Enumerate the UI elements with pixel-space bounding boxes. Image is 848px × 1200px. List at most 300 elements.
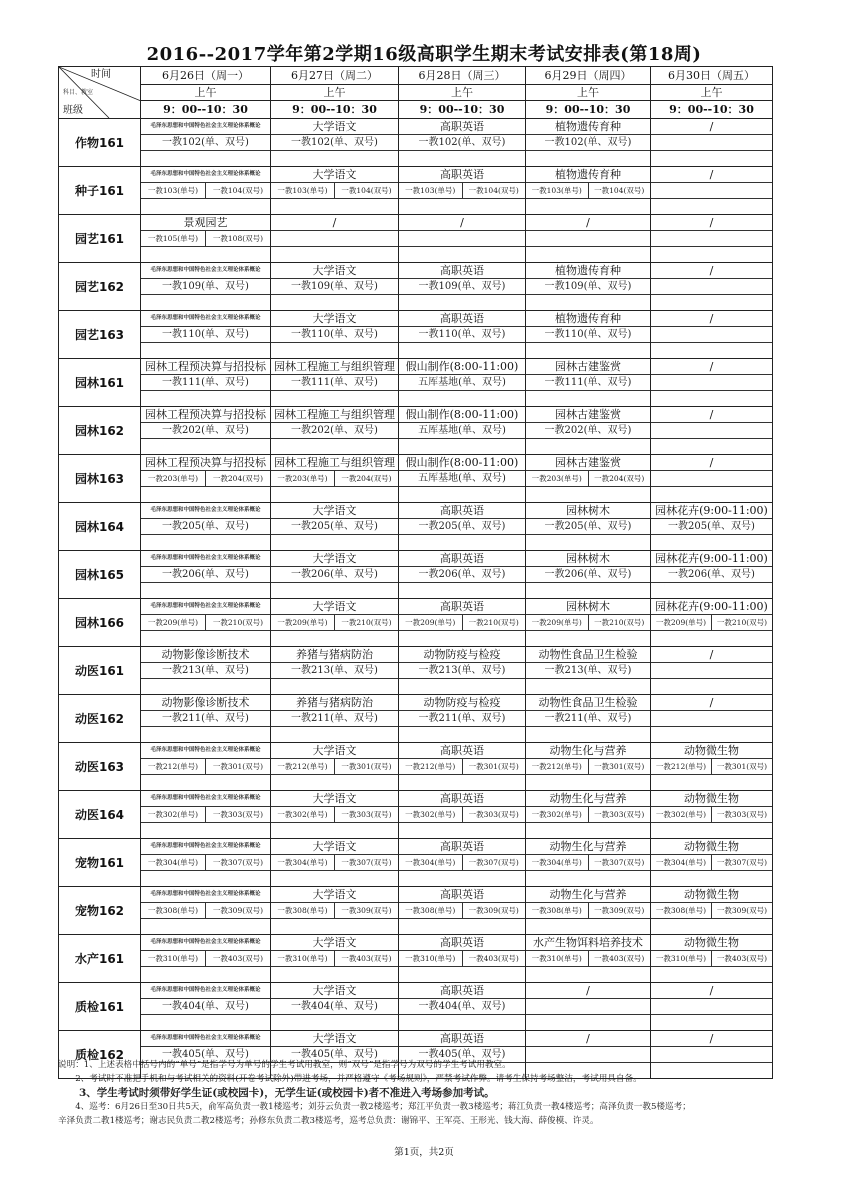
exam-room — [651, 423, 772, 438]
exam-room: 一教304(单号) — [531, 857, 582, 867]
blank-line — [526, 295, 650, 310]
exam-subject: / — [460, 216, 464, 229]
exam-room: 一教303(双号) — [462, 807, 526, 822]
exam-room: 一教403(双号) — [205, 951, 270, 966]
exam-subject: 毛泽东思想和中国特色社会主义理论体系概论 — [150, 602, 261, 609]
exam-subject: 动物生化与营养 — [549, 888, 627, 901]
exam-subject: 动物微生物 — [684, 792, 739, 805]
blank-line — [271, 247, 398, 262]
exam-subject: 园林工程预决算与招投标 — [145, 360, 266, 373]
exam-room: 一教102(单、双号) — [544, 136, 632, 148]
exam-room: 一教403(双号) — [334, 951, 398, 966]
blank-line — [399, 247, 525, 262]
exam-room — [651, 183, 772, 198]
exam-subject: 大学语文 — [312, 120, 357, 133]
blank-line — [141, 871, 270, 886]
blank-line — [399, 727, 525, 742]
exam-room: 一教104(双号) — [462, 183, 526, 198]
exam-room — [526, 999, 650, 1014]
blank-line — [271, 631, 398, 646]
class-name: 园艺162 — [59, 263, 141, 311]
blank-line — [651, 535, 772, 550]
exam-subject: 假山制作(8:00-11:00) — [405, 408, 519, 421]
exam-subject: 大学语文 — [312, 168, 357, 181]
exam-room: 一教212(单号) — [531, 761, 582, 771]
exam-room: 一教210(双号) — [711, 615, 772, 630]
exam-subject: 高职英语 — [440, 120, 484, 133]
class-name: 种子161 — [59, 167, 141, 215]
time-label: 9：00--10：30 — [399, 101, 526, 119]
exam-schedule-table — [58, 66, 773, 1079]
class-name: 动医164 — [59, 791, 141, 839]
exam-cell — [141, 167, 271, 215]
exam-room: 一教211(单、双号) — [162, 712, 249, 724]
exam-cell — [141, 215, 271, 263]
header-session-row — [59, 85, 773, 101]
exam-subject: 毛泽东思想和中国特色社会主义理论体系概论 — [150, 122, 261, 129]
exam-cell — [141, 599, 271, 647]
note-line: 4、巡考：6月26日至30日共5天，俞军高负责一教1楼巡考；刘芬云负责一教2楼巡考；郑江平负责一教3楼巡考；蒋江负责一教4楼巡考；高泽负责一教5楼巡考； — [58, 1102, 691, 1112]
note-line: 辛泽负责二教1楼巡考；谢志民负责二教2楼巡考；孙修东负责二教3楼巡考，巡考总负责：谢锦平、王军亮、王形光、钱大海、薛俊模、许灵。 — [58, 1116, 599, 1126]
blank-line — [399, 295, 525, 310]
exam-room: 一教310(单号) — [655, 953, 707, 963]
exam-subject: 水产生物饵料培养技术 — [533, 936, 643, 949]
blank-line — [271, 343, 398, 358]
exam-cell — [399, 407, 526, 455]
blank-line — [141, 439, 270, 454]
exam-subject: 养猪与猪病防治 — [296, 696, 373, 709]
exam-room: 一教102(单、双号) — [162, 136, 249, 148]
class-name: 动医162 — [59, 695, 141, 743]
exam-subject: 大学语文 — [312, 264, 357, 277]
session-label: 上午 — [399, 85, 526, 101]
exam-subject: 园林古建鉴赏 — [555, 408, 621, 421]
class-row — [59, 311, 773, 359]
exam-room — [651, 375, 772, 390]
class-row — [59, 503, 773, 551]
exam-subject: 园林花卉(9:00-11:00) — [655, 552, 768, 565]
session-label: 上午 — [271, 85, 399, 101]
exam-cell — [399, 791, 526, 839]
class-name: 园林161 — [59, 359, 141, 407]
exam-subject: 大学语文 — [312, 504, 357, 517]
exam-subject: 动物微生物 — [684, 888, 739, 901]
exam-subject: 动物性食品卫生检验 — [538, 696, 638, 709]
exam-subject: 园林工程预决算与招投标 — [145, 456, 266, 469]
exam-subject: 大学语文 — [312, 1032, 357, 1045]
exam-cell — [271, 983, 399, 1031]
exam-room: 一教104(双号) — [588, 183, 651, 198]
blank-line — [526, 727, 650, 742]
exam-cell — [526, 791, 651, 839]
exam-room: 一教103(单号) — [405, 185, 456, 195]
exam-room: 五厍基地(单、双号) — [418, 424, 506, 436]
exam-room: 一教104(双号) — [334, 183, 398, 198]
exam-room: 一教211(单、双号) — [418, 712, 506, 724]
time-label: 9：00--10：30 — [526, 101, 651, 119]
exam-subject: 高职英语 — [440, 888, 484, 901]
blank-line — [141, 295, 270, 310]
exam-subject: 高职英语 — [440, 168, 484, 181]
exam-room — [651, 327, 772, 342]
exam-subject: 高职英语 — [440, 1032, 484, 1045]
exam-subject: 园林花卉(9:00-11:00) — [655, 504, 768, 517]
exam-room: 一教211(单、双号) — [544, 712, 632, 724]
exam-room: 一教308(单号) — [531, 905, 582, 915]
exam-subject: 植物遗传育种 — [555, 168, 621, 181]
exam-room — [651, 999, 772, 1014]
exam-subject: / — [709, 216, 714, 229]
exam-cell — [526, 407, 651, 455]
exam-room: 一教202(单、双号) — [162, 424, 249, 436]
exam-room: 一教303(双号) — [711, 807, 772, 822]
exam-room: 一教309(双号) — [334, 903, 398, 918]
exam-subject: / — [586, 216, 590, 229]
exam-room: 一教304(单号) — [405, 857, 456, 867]
blank-line — [141, 583, 270, 598]
exam-room: 五厍基地(单、双号) — [418, 376, 506, 388]
exam-room: 一教307(双号) — [334, 855, 398, 870]
exam-subject: 景观园艺 — [183, 216, 228, 229]
exam-cell — [526, 647, 651, 695]
exam-room: 一教212(单号) — [147, 761, 199, 771]
exam-subject: 高职英语 — [440, 984, 484, 997]
exam-subject: / — [709, 408, 714, 421]
exam-cell — [526, 983, 651, 1031]
exam-room: 一教110(单、双号) — [418, 328, 506, 340]
blank-line — [651, 823, 772, 838]
exam-subject: 大学语文 — [312, 936, 357, 949]
exam-room: 一教403(双号) — [588, 951, 651, 966]
exam-subject: 高职英语 — [440, 744, 484, 757]
blank-line — [399, 343, 525, 358]
day-header: 6月29日（周四） — [526, 67, 651, 85]
exam-room: 一教110(单、双号) — [544, 328, 632, 340]
exam-cell — [651, 791, 773, 839]
exam-cell — [399, 983, 526, 1031]
exam-room: 一教304(单号) — [277, 857, 328, 867]
blank-line — [271, 727, 398, 742]
exam-subject: 毛泽东思想和中国特色社会主义理论体系概论 — [150, 554, 261, 561]
exam-room: 一教301(双号) — [334, 759, 398, 774]
exam-room: 五厍基地(单、双号) — [418, 472, 506, 484]
exam-room: 一教310(单号) — [277, 953, 328, 963]
exam-room: 一教404(单、双号) — [291, 1000, 378, 1012]
blank-line — [399, 199, 525, 214]
exam-cell — [141, 695, 271, 743]
blank-line — [141, 247, 270, 262]
exam-subject: 毛泽东思想和中国特色社会主义理论体系概论 — [150, 986, 261, 993]
exam-room: 一教210(双号) — [205, 615, 270, 630]
exam-cell — [271, 311, 399, 359]
exam-subject: 高职英语 — [440, 792, 484, 805]
blank-line — [399, 775, 525, 790]
exam-room — [651, 279, 772, 294]
exam-cell — [526, 887, 651, 935]
exam-room: 一教403(双号) — [711, 951, 772, 966]
exam-cell — [141, 743, 271, 791]
blank-line — [271, 679, 398, 694]
exam-subject: / — [709, 1032, 714, 1045]
note-line: 说明：1、上述表格中括号内的“单号”是指学号为单号的学生考试用教室，则“双号”是指学号为双号的学生考试用教室。 — [58, 1060, 511, 1070]
blank-line — [651, 439, 772, 454]
exam-subject: 动物生化与营养 — [549, 744, 627, 757]
class-row — [59, 551, 773, 599]
exam-room: 一教302(单号) — [147, 809, 199, 819]
class-row — [59, 359, 773, 407]
exam-cell — [651, 311, 773, 359]
exam-subject: 毛泽东思想和中国特色社会主义理论体系概论 — [150, 266, 261, 273]
blank-line — [526, 439, 650, 454]
exam-room: 一教111(单、双号) — [291, 376, 378, 388]
exam-cell — [141, 983, 271, 1031]
exam-cell — [399, 743, 526, 791]
exam-room: 一教310(单号) — [405, 953, 456, 963]
blank-line — [651, 487, 772, 502]
exam-room: 一教209(单号) — [277, 617, 328, 627]
exam-cell — [651, 551, 773, 599]
exam-subject: / — [709, 120, 714, 133]
blank-line — [141, 679, 270, 694]
blank-line — [141, 727, 270, 742]
blank-line — [141, 775, 270, 790]
blank-line — [271, 199, 398, 214]
exam-room: 一教203(单号) — [531, 473, 582, 483]
exam-room: 一教307(双号) — [711, 855, 772, 870]
exam-room: 一教205(单、双号) — [668, 520, 755, 532]
blank-line — [526, 823, 650, 838]
blank-line — [526, 871, 650, 886]
exam-subject: 动物影像诊断技术 — [161, 648, 250, 661]
exam-room: 一教403(双号) — [462, 951, 526, 966]
exam-subject: 植物遗传育种 — [555, 312, 621, 325]
exam-subject: 毛泽东思想和中国特色社会主义理论体系概论 — [150, 794, 261, 801]
exam-room: 一教301(双号) — [588, 759, 651, 774]
exam-cell — [651, 407, 773, 455]
blank-line — [399, 391, 525, 406]
exam-cell — [141, 551, 271, 599]
blank-line — [141, 343, 270, 358]
header-day-row — [59, 67, 773, 85]
exam-cell — [399, 119, 526, 167]
exam-subject: 大学语文 — [312, 840, 357, 853]
exam-cell — [271, 263, 399, 311]
exam-room: 一教206(单、双号) — [291, 568, 378, 580]
blank-line — [526, 343, 650, 358]
exam-cell — [526, 599, 651, 647]
exam-room: 一教303(双号) — [588, 807, 651, 822]
exam-cell — [271, 695, 399, 743]
exam-room: 一教211(单、双号) — [291, 712, 378, 724]
exam-room: 一教308(单号) — [147, 905, 199, 915]
class-name: 宠物162 — [59, 887, 141, 935]
blank-line — [271, 871, 398, 886]
blank-line — [271, 295, 398, 310]
page-number: 第1页，共2页 — [394, 1147, 454, 1158]
exam-room: 一教302(单号) — [531, 809, 582, 819]
exam-subject: 毛泽东思想和中国特色社会主义理论体系概论 — [150, 1034, 261, 1041]
class-name: 水产161 — [59, 935, 141, 983]
exam-room: 一教205(单、双号) — [418, 520, 506, 532]
class-row — [59, 263, 773, 311]
blank-line — [651, 775, 772, 790]
blank-line — [399, 919, 525, 934]
exam-room — [651, 711, 772, 726]
exam-room: 一教405(单、双号) — [291, 1048, 378, 1060]
exam-subject: 动物生化与营养 — [549, 840, 627, 853]
blank-line — [141, 391, 270, 406]
class-name: 园艺161 — [59, 215, 141, 263]
corner-subject-label: 科目、教室 — [63, 89, 94, 96]
exam-subject: / — [709, 984, 714, 997]
class-name: 作物161 — [59, 119, 141, 167]
blank-line — [271, 439, 398, 454]
exam-subject: 动物生化与营养 — [549, 792, 627, 805]
exam-cell — [141, 887, 271, 935]
exam-subject: / — [709, 648, 714, 661]
blank-line — [141, 199, 270, 214]
class-name: 园艺163 — [59, 311, 141, 359]
exam-cell — [399, 215, 526, 263]
exam-subject: 植物遗传育种 — [555, 120, 621, 133]
exam-cell — [651, 983, 773, 1031]
exam-cell — [271, 551, 399, 599]
exam-subject: 动物微生物 — [684, 840, 739, 853]
class-row — [59, 455, 773, 503]
exam-cell — [141, 503, 271, 551]
exam-cell — [651, 695, 773, 743]
class-name: 园林165 — [59, 551, 141, 599]
class-row — [59, 167, 773, 215]
blank-line — [526, 919, 650, 934]
blank-line — [271, 919, 398, 934]
exam-subject: 大学语文 — [312, 888, 357, 901]
exam-room: 一教202(单、双号) — [544, 424, 632, 436]
blank-line — [651, 583, 772, 598]
exam-room: 一教210(双号) — [588, 615, 651, 630]
class-row — [59, 887, 773, 935]
exam-cell — [526, 695, 651, 743]
blank-line — [141, 535, 270, 550]
time-label: 9：00--10：30 — [651, 101, 773, 119]
exam-room: 一教307(双号) — [462, 855, 526, 870]
exam-cell — [526, 311, 651, 359]
exam-subject: 园林花卉(9:00-11:00) — [655, 600, 768, 613]
exam-cell — [141, 263, 271, 311]
exam-cell — [526, 551, 651, 599]
exam-subject: 动物微生物 — [684, 744, 739, 757]
blank-line — [271, 487, 398, 502]
blank-line — [651, 631, 772, 646]
exam-room: 一教109(单、双号) — [418, 280, 506, 292]
exam-room: 一教206(单、双号) — [668, 568, 755, 580]
exam-room: 一教404(单、双号) — [418, 1000, 506, 1012]
exam-room: 一教212(单号) — [655, 761, 707, 771]
exam-room: 一教102(单、双号) — [418, 136, 506, 148]
exam-cell — [271, 599, 399, 647]
exam-room: 一教210(双号) — [462, 615, 526, 630]
blank-line — [271, 775, 398, 790]
blank-line — [399, 871, 525, 886]
exam-room: 一教303(双号) — [334, 807, 398, 822]
class-row — [59, 695, 773, 743]
exam-room: 一教308(单号) — [655, 905, 707, 915]
exam-subject: 园林树木 — [566, 504, 610, 517]
exam-cell — [651, 887, 773, 935]
blank-line — [141, 967, 270, 982]
class-name: 园林166 — [59, 599, 141, 647]
exam-cell — [141, 119, 271, 167]
exam-room: 一教308(单号) — [277, 905, 328, 915]
exam-room: 一教105(单号) — [147, 233, 199, 243]
exam-cell — [271, 359, 399, 407]
blank-line — [399, 1015, 525, 1030]
exam-room: 一教301(双号) — [711, 759, 772, 774]
exam-room: 一教302(单号) — [655, 809, 707, 819]
exam-subject: 毛泽东思想和中国特色社会主义理论体系概论 — [150, 506, 261, 513]
blank-line — [526, 199, 650, 214]
day-header: 6月30日（周五） — [651, 67, 773, 85]
blank-line — [526, 535, 650, 550]
exam-cell — [271, 887, 399, 935]
exam-room — [399, 231, 525, 246]
exam-cell — [399, 311, 526, 359]
exam-room: 一教309(双号) — [462, 903, 526, 918]
exam-cell — [141, 311, 271, 359]
exam-room: 一教302(单号) — [405, 809, 456, 819]
exam-cell — [526, 359, 651, 407]
exam-room: 一教205(单、双号) — [291, 520, 378, 532]
exam-room: 一教307(双号) — [205, 855, 270, 870]
exam-room: 一教209(单号) — [147, 617, 199, 627]
exam-cell — [141, 839, 271, 887]
blank-line — [399, 487, 525, 502]
blank-line — [651, 391, 772, 406]
exam-room — [651, 135, 772, 150]
exam-room: 一教212(单号) — [277, 761, 328, 771]
exam-room: 一教209(单号) — [405, 617, 456, 627]
exam-cell — [271, 791, 399, 839]
exam-room: 一教109(单、双号) — [544, 280, 632, 292]
exam-room: 一教109(单、双号) — [291, 280, 378, 292]
exam-subject: / — [709, 360, 714, 373]
class-name: 质检162 — [59, 1031, 141, 1079]
exam-subject: 大学语文 — [312, 744, 357, 757]
blank-line — [399, 535, 525, 550]
blank-line — [271, 967, 398, 982]
exam-room: 一教405(单、双号) — [162, 1048, 249, 1060]
exam-cell — [526, 839, 651, 887]
exam-room: 一教108(双号) — [205, 231, 270, 246]
exam-subject: 高职英语 — [440, 840, 484, 853]
exam-cell — [271, 167, 399, 215]
exam-room: 一教205(单、双号) — [544, 520, 632, 532]
exam-room — [651, 231, 772, 246]
exam-room: 一教103(单号) — [147, 185, 199, 195]
exam-room: 一教303(双号) — [205, 807, 270, 822]
blank-line — [526, 631, 650, 646]
exam-cell — [651, 215, 773, 263]
class-name: 质检161 — [59, 983, 141, 1031]
exam-room: 一教203(单号) — [277, 473, 328, 483]
blank-line — [141, 487, 270, 502]
exam-room: 一教213(单、双号) — [418, 664, 506, 676]
day-header: 6月28日（周三） — [399, 67, 526, 85]
blank-line — [271, 1015, 398, 1030]
exam-subject: 大学语文 — [312, 552, 357, 565]
exam-room: 一教213(单、双号) — [291, 664, 378, 676]
exam-room: 一教102(单、双号) — [291, 136, 378, 148]
